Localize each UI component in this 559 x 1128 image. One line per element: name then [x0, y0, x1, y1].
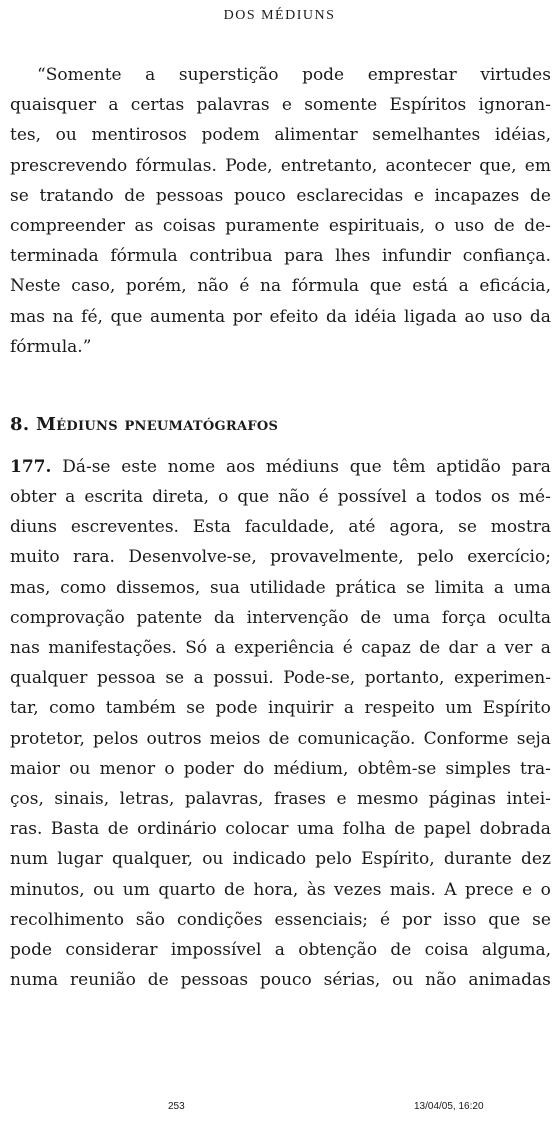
word: sinais, — [54, 788, 110, 809]
quote-block — [10, 60, 551, 362]
word: protetor, — [10, 728, 85, 749]
word: impossível — [170, 939, 262, 960]
word: fórmula.” — [10, 336, 92, 357]
word: obter — [10, 487, 57, 508]
word: condições — [176, 909, 263, 930]
word: provavelmente, — [270, 547, 404, 568]
word: utilidade — [249, 577, 326, 598]
word: de- — [524, 215, 551, 236]
word: de — [419, 638, 441, 658]
word: qualquer — [10, 668, 88, 689]
word: infundir — [382, 246, 452, 267]
word: mé- — [518, 487, 551, 508]
word: faculdade, — [244, 517, 335, 538]
word: letras, — [119, 788, 175, 809]
word: experiência — [234, 638, 335, 658]
word: acontecer — [385, 155, 471, 176]
word: inquirir — [268, 698, 334, 719]
word: é — [239, 276, 250, 297]
word: a — [540, 638, 551, 658]
quote-line — [10, 302, 551, 332]
word: um — [445, 698, 473, 719]
word: dobrada — [479, 819, 551, 840]
paragraph-number: 177. — [10, 456, 52, 477]
section-heading — [10, 414, 551, 435]
word: todos — [434, 487, 482, 508]
word: a — [215, 638, 226, 658]
word: experimen- — [453, 668, 551, 689]
word: na — [52, 306, 74, 327]
word: por — [232, 306, 262, 327]
word: obtêm-se — [357, 758, 437, 779]
word: uma — [296, 819, 335, 840]
paragraph-line — [10, 965, 551, 995]
word: Dá-se — [62, 456, 111, 477]
word: durante — [443, 849, 512, 870]
word: também — [105, 698, 176, 719]
word: possui. — [213, 668, 274, 689]
word: Conforme — [423, 728, 509, 749]
word: pode — [302, 65, 345, 85]
word: pessoas — [180, 970, 249, 991]
word: idéia — [354, 306, 397, 327]
word: eficácia, — [479, 276, 551, 297]
word: e — [336, 788, 347, 809]
word: vezes — [334, 879, 382, 900]
word: a — [145, 65, 156, 85]
word: de — [147, 970, 169, 991]
word: recolhimento — [10, 909, 124, 930]
word: isso — [443, 909, 477, 930]
word: mostra — [490, 517, 551, 538]
word: ras. — [10, 819, 43, 840]
word: uso — [492, 306, 523, 327]
paragraph-line — [10, 844, 551, 874]
word: a — [108, 95, 119, 116]
word: o — [164, 758, 175, 779]
word: manifestações. — [48, 638, 177, 658]
print-timestamp: 13/04/05, 16:20 — [414, 1101, 484, 1112]
word: outros — [146, 728, 202, 749]
word: prescrevendo — [10, 155, 128, 176]
word: quarto — [158, 879, 216, 900]
word: como — [60, 577, 107, 598]
word: pode — [215, 698, 258, 719]
word: ao — [464, 306, 485, 327]
word: que — [488, 909, 521, 930]
word: e — [413, 185, 424, 206]
word: de — [529, 185, 551, 206]
word: pelo — [315, 849, 352, 870]
word: essenciais; — [274, 909, 369, 930]
word: emprestar — [367, 65, 457, 85]
quote-line — [10, 241, 551, 271]
word: de — [223, 879, 245, 900]
word: coisas — [162, 215, 216, 236]
word: na — [260, 276, 282, 297]
word: não — [197, 276, 229, 297]
word: lhes — [335, 246, 371, 267]
word: prática — [335, 577, 397, 598]
word: de — [124, 185, 146, 206]
word: tra- — [520, 758, 551, 779]
word: respeito — [364, 698, 435, 719]
word: palavras, — [184, 788, 264, 809]
word: de — [268, 728, 290, 749]
word: porém, — [125, 276, 187, 297]
word: para — [284, 246, 324, 267]
quote-line — [10, 211, 551, 241]
word: um — [122, 879, 150, 900]
word: pode — [10, 939, 53, 960]
word: aos — [225, 456, 256, 477]
word: numa — [10, 970, 59, 991]
word: superstição — [178, 65, 279, 85]
quote-line — [10, 90, 551, 120]
word: Pode, — [225, 155, 273, 176]
word: A — [444, 879, 457, 900]
word: Só — [185, 638, 208, 658]
word: compreender — [10, 215, 126, 236]
word: têm — [392, 456, 426, 477]
paragraph-line — [10, 724, 551, 754]
word: do — [243, 758, 265, 779]
word: este — [121, 456, 157, 477]
word: efeito — [269, 306, 319, 327]
word: prece — [464, 879, 514, 900]
paragraph-line — [10, 814, 551, 844]
word: da — [325, 306, 347, 327]
word: maior — [10, 758, 61, 779]
word: são — [135, 909, 166, 930]
word: alimentar — [274, 125, 358, 146]
word: Espíritos — [389, 95, 467, 116]
word: às — [306, 879, 326, 900]
word: de — [107, 819, 129, 840]
word: que — [110, 306, 143, 327]
paragraph-line — [10, 875, 551, 905]
word: agora, — [389, 517, 445, 538]
word: mais. — [389, 879, 436, 900]
running-head: DOS MÉDIUNS — [223, 8, 336, 23]
word: como — [49, 698, 96, 719]
word: escrita — [84, 487, 144, 508]
word: virtudes — [480, 65, 551, 85]
word: dissemos, — [115, 577, 201, 598]
word: o — [434, 215, 445, 236]
word: pouco — [259, 970, 312, 991]
word: de — [390, 939, 412, 960]
word: comprovação — [10, 607, 125, 628]
word: é — [342, 638, 353, 658]
word: de — [394, 819, 416, 840]
word: de — [493, 215, 515, 236]
word: pelos — [93, 728, 139, 749]
word: da — [529, 306, 551, 327]
word: terminada — [10, 246, 99, 267]
quote-line — [10, 120, 551, 150]
word: a — [343, 698, 354, 719]
word: colocar — [225, 819, 289, 840]
word: é — [379, 909, 391, 930]
word: a — [493, 577, 504, 598]
paragraph-line — [10, 663, 551, 693]
word: seja — [516, 728, 551, 749]
word: fórmula — [110, 246, 178, 267]
word: diuns — [10, 517, 57, 538]
word: num — [10, 849, 49, 870]
paragraph-line — [10, 512, 551, 542]
word: mas, — [10, 577, 51, 598]
word: Espírito — [482, 698, 551, 719]
word: comunicação. — [297, 728, 416, 749]
word: uma — [392, 607, 431, 628]
word: nome — [167, 456, 216, 477]
word: “Somente — [37, 65, 122, 85]
word: ordinário — [137, 819, 217, 840]
word: e — [281, 95, 292, 116]
word: pessoas — [155, 185, 224, 206]
word: quaisquer — [10, 95, 97, 116]
word: capaz — [361, 638, 411, 658]
word: possível — [337, 487, 407, 508]
word: intervenção — [246, 607, 349, 628]
section-number: 8. — [10, 413, 30, 435]
word: sérias, — [323, 970, 381, 991]
word: médiuns — [265, 456, 339, 477]
word: oculta — [497, 607, 551, 628]
word: ou — [55, 125, 77, 146]
word: pessoa — [96, 668, 156, 689]
word: tar, — [10, 698, 39, 719]
word: incapazes — [434, 185, 520, 206]
word: considerar — [65, 939, 158, 960]
word: está — [412, 276, 448, 297]
word: nas — [10, 638, 40, 658]
word: papel — [423, 819, 472, 840]
word: patente — [136, 607, 203, 628]
word: as — [134, 215, 154, 236]
word: rara. — [73, 547, 115, 568]
word: portanto, — [364, 668, 445, 689]
word: força — [441, 607, 487, 628]
word: ou — [69, 758, 91, 779]
word: e — [522, 879, 533, 900]
quote-line — [10, 332, 551, 362]
word: a — [415, 487, 426, 508]
word: certas — [130, 95, 185, 116]
paragraph-line — [10, 905, 551, 935]
word: o — [540, 879, 551, 900]
word: dar — [448, 638, 478, 658]
paragraph-177 — [10, 452, 551, 995]
word: não — [278, 487, 310, 508]
word: espirituais, — [328, 215, 426, 236]
word: ver — [504, 638, 533, 658]
word: o — [218, 487, 229, 508]
word: de — [360, 607, 382, 628]
word: se — [532, 909, 551, 930]
word: intei- — [506, 788, 551, 809]
paragraph-line — [10, 784, 551, 814]
word: animadas — [468, 970, 551, 991]
quote-line — [10, 181, 551, 211]
word: obtenção — [298, 939, 378, 960]
word: uso — [454, 215, 485, 236]
word: até — [348, 517, 376, 538]
word: Espírito, — [361, 849, 435, 870]
word: que, — [479, 155, 517, 176]
word: pelo — [417, 547, 454, 568]
word: que — [369, 276, 402, 297]
word: mentirosos — [91, 125, 187, 146]
word: ligada — [404, 306, 457, 327]
word: Neste — [10, 276, 61, 297]
word: direta, — [152, 487, 210, 508]
word: fórmulas. — [135, 155, 217, 176]
page-body — [10, 60, 551, 995]
page-number: 253 — [168, 1101, 185, 1112]
word: em — [524, 155, 551, 176]
word: Pode-se, — [283, 668, 356, 689]
word: Esta — [192, 517, 231, 538]
word: é — [318, 487, 329, 508]
quote-line — [10, 151, 551, 181]
word: palavras — [196, 95, 270, 116]
word: a — [486, 638, 497, 658]
word: que — [237, 487, 270, 508]
word: fé, — [81, 306, 103, 327]
word: mesmo — [357, 788, 419, 809]
word: limita — [434, 577, 485, 598]
word: tratando — [39, 185, 114, 206]
paragraph-line — [10, 935, 551, 965]
paragraph-line — [10, 482, 551, 512]
section-title: Médiuns pneumatógrafos — [35, 413, 279, 435]
word: a — [274, 939, 285, 960]
word: Basta — [50, 819, 100, 840]
word: a — [65, 487, 76, 508]
word: ços, — [10, 788, 44, 809]
word: ignoran- — [478, 95, 551, 116]
word: meios — [209, 728, 261, 749]
word: puramente — [225, 215, 320, 236]
word: Desenvolve-se, — [128, 547, 257, 568]
quote-line — [10, 60, 551, 90]
word: esclarecidas — [296, 185, 404, 206]
word: se — [458, 517, 477, 538]
paragraph-line — [10, 754, 551, 784]
paragraph-line — [10, 542, 551, 572]
word: contribua — [189, 246, 273, 267]
word: por — [401, 909, 432, 930]
word: não — [425, 970, 457, 991]
word: ou — [93, 879, 115, 900]
word: coisa — [424, 939, 469, 960]
word: ou — [392, 970, 414, 991]
word: aumenta — [149, 306, 226, 327]
word: tes, — [10, 125, 42, 146]
word: se — [186, 698, 206, 719]
word: uma — [513, 577, 551, 598]
word: indicado — [232, 849, 307, 870]
word: se — [10, 185, 29, 206]
word: para — [511, 456, 551, 477]
word: mas — [10, 306, 45, 327]
quote-line — [10, 271, 551, 301]
word: pouco — [233, 185, 286, 206]
word: muito — [10, 547, 60, 568]
word: menor — [99, 758, 156, 779]
word: somente — [304, 95, 378, 116]
word: fórmula — [291, 276, 360, 297]
word: reunião — [70, 970, 136, 991]
word: escreventes. — [70, 517, 179, 538]
word: semelhantes — [372, 125, 481, 146]
word: páginas — [428, 788, 496, 809]
word: exercício; — [467, 547, 551, 568]
word: sua — [210, 577, 240, 598]
word: confiança. — [462, 246, 551, 267]
word: dez — [521, 849, 551, 870]
word: médium, — [273, 758, 349, 779]
paragraph-line — [10, 633, 551, 663]
word: podem — [201, 125, 260, 146]
word: alguma, — [481, 939, 551, 960]
word: aptidão — [436, 456, 501, 477]
word: a — [193, 668, 204, 689]
word: frases — [273, 788, 327, 809]
word: poder — [183, 758, 234, 779]
word: folha — [342, 819, 386, 840]
word: minutos, — [10, 879, 85, 900]
word: idéias, — [494, 125, 551, 146]
word: a — [458, 276, 469, 297]
paragraph-line — [10, 573, 551, 603]
paragraph-line — [10, 693, 551, 723]
paragraph-line — [10, 452, 551, 482]
word: os — [490, 487, 510, 508]
word: se — [406, 577, 425, 598]
word: caso, — [71, 276, 116, 297]
word: da — [213, 607, 235, 628]
word: entretanto, — [280, 155, 378, 176]
word: que — [349, 456, 382, 477]
word: simples — [445, 758, 511, 779]
word: qualquer, — [112, 849, 193, 870]
word: hora, — [253, 879, 299, 900]
word: se — [165, 668, 185, 689]
paragraph-line — [10, 603, 551, 633]
word: ou — [202, 849, 224, 870]
word: lugar — [57, 849, 103, 870]
